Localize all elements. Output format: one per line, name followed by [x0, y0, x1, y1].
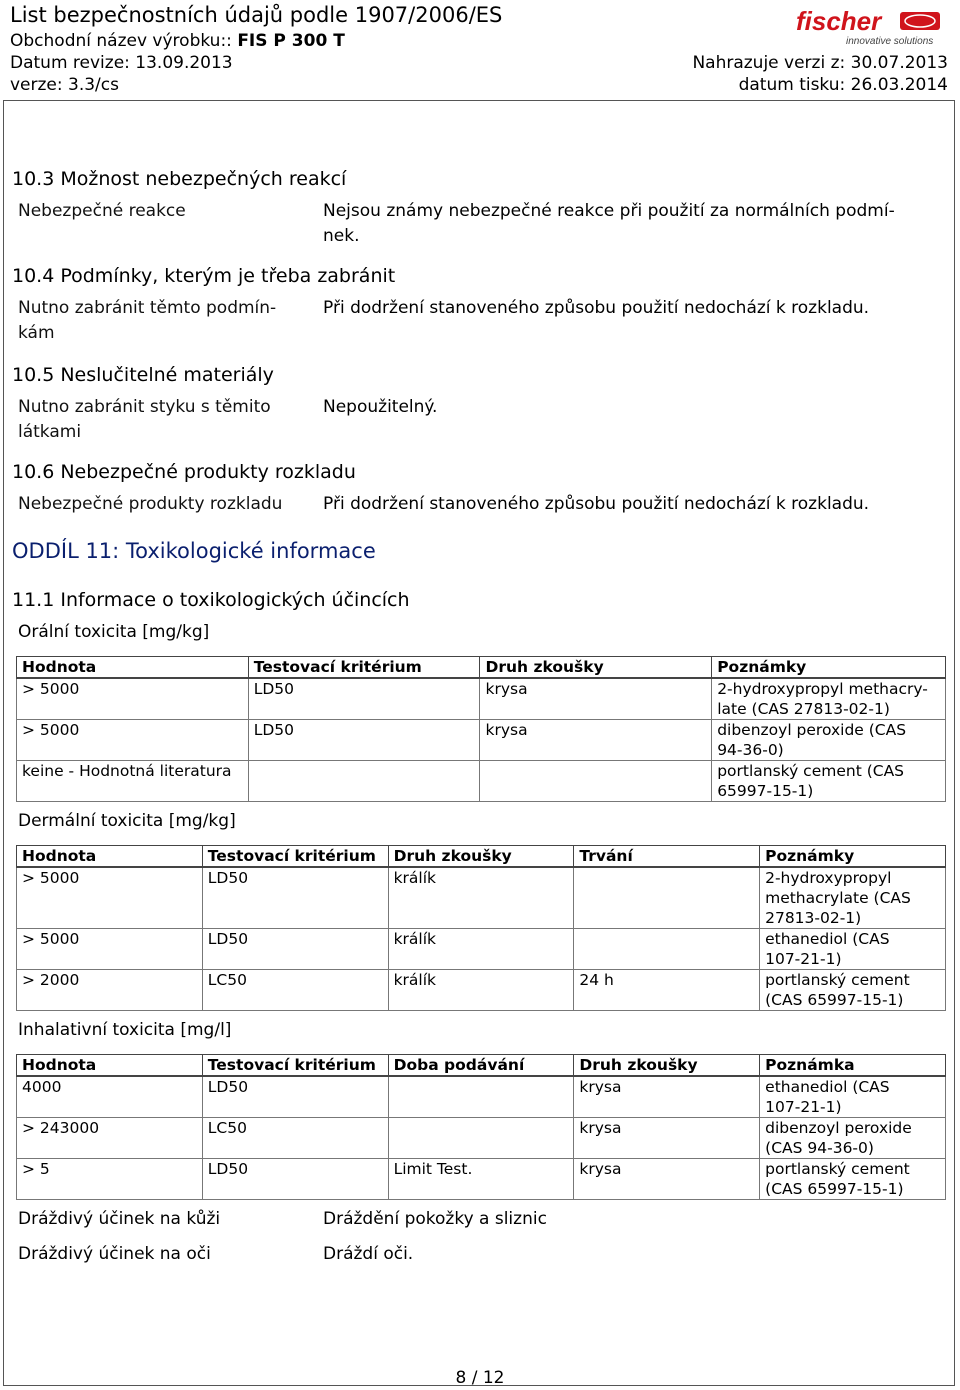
eye-irritation-label: Dráždivý účinek na oči — [18, 1244, 211, 1264]
oral-toxicity-label: Orální toxicita [mg/kg] — [18, 622, 210, 642]
dermal-toxicity-table — [16, 845, 946, 1011]
document-title: List bezpečnostních údajů podle 1907/2006/ES — [10, 3, 503, 27]
cell-line: ethanediol (CAS — [765, 930, 890, 948]
section-10-3-heading: 10.3 Možnost nebezpečných reakcí — [12, 168, 347, 190]
cell: krysa — [574, 1159, 760, 1200]
skin-irritation-value: Dráždění pokožky a sliznic — [323, 1209, 547, 1229]
logo-tagline: innovative solutions — [846, 36, 934, 47]
table-header-row — [17, 846, 946, 868]
cell-line: 2-hydroxypropyl — [765, 869, 892, 887]
incompatible-label-2: látkami — [18, 422, 82, 442]
col-header: Doba podávání — [388, 1055, 574, 1077]
cell: LD50 — [202, 929, 388, 970]
section-11-heading: ODDÍL 11: Toxikologické informace — [12, 539, 376, 563]
revision-date: Datum revize: 13.09.2013 — [10, 53, 233, 73]
cell — [388, 1076, 574, 1118]
incompatible-value: Nepoužitelný. — [323, 397, 438, 417]
cell-line: dibenzoyl peroxide (CAS — [717, 721, 907, 739]
conditions-label-2: kám — [18, 323, 55, 343]
hazardous-reactions-label: Nebezpečné reakce — [18, 201, 186, 221]
oral-toxicity-table — [16, 656, 946, 802]
table-header-row — [17, 657, 946, 679]
cell — [712, 761, 946, 802]
section-11-1-heading: 11.1 Informace o toxikologických účincích — [12, 589, 410, 611]
product-line — [10, 30, 345, 52]
cell: > 243000 — [17, 1118, 203, 1159]
cell: LD50 — [202, 1076, 388, 1118]
cell: králík — [388, 929, 574, 970]
cell: > 2000 — [17, 970, 203, 1011]
section-10-5-heading: 10.5 Neslučitelné materiály — [12, 364, 274, 386]
supersedes-date: Nahrazuje verzi z: 30.07.2013 — [692, 53, 948, 73]
decomposition-value: Při dodržení stanoveného způsobu použití nedochází k rozkladu. — [323, 494, 870, 514]
cell — [480, 761, 712, 802]
cell-line: (CAS 65997-15-1) — [765, 991, 904, 1009]
decomposition-label: Nebezpečné produkty rozkladu — [18, 494, 283, 514]
col-header: Hodnota — [17, 1055, 203, 1077]
col-header: Hodnota — [17, 657, 249, 679]
section-10-4-heading: 10.4 Podmínky, kterým je třeba zabránit — [12, 265, 396, 287]
cell: 4000 — [17, 1076, 203, 1118]
dermal-toxicity-label: Dermální toxicita [mg/kg] — [18, 811, 236, 831]
col-header: Hodnota — [17, 846, 203, 868]
version: verze: 3.3/cs — [10, 75, 119, 95]
col-header: Druh zkoušky — [480, 657, 712, 679]
eye-irritation-value: Dráždí oči. — [323, 1244, 414, 1264]
cell-line: portlanský cement — [765, 971, 910, 989]
section-10-6-heading: 10.6 Nebezpečné produkty rozkladu — [12, 461, 356, 483]
cell-line: portlanský cement — [765, 1160, 910, 1178]
cell: LD50 — [202, 867, 388, 929]
cell — [574, 929, 760, 970]
cell-line: (CAS 65997-15-1) — [765, 1180, 904, 1198]
conditions-value: Při dodržení stanoveného způsobu použití nedochází k rozkladu. — [323, 298, 870, 318]
col-header: Trvání — [574, 846, 760, 868]
conditions-label-1: Nutno zabránit těmto podmín- — [18, 298, 277, 318]
table-row — [17, 720, 946, 761]
cell: LC50 — [202, 1118, 388, 1159]
cell: > 5000 — [17, 720, 249, 761]
cell — [712, 678, 946, 720]
cell: > 5000 — [17, 867, 203, 929]
cell: > 5000 — [17, 678, 249, 720]
cell-line: 65997-15-1) — [717, 782, 814, 800]
cell: Limit Test. — [388, 1159, 574, 1200]
skin-irritation-label: Dráždivý účinek na kůži — [18, 1209, 221, 1229]
cell — [760, 1159, 946, 1200]
cell-line: 94-36-0) — [717, 741, 784, 759]
cell-line: late (CAS 27813-02-1) — [717, 700, 890, 718]
col-header: Poznámka — [760, 1055, 946, 1077]
col-header: Testovací kritérium — [202, 846, 388, 868]
cell — [248, 761, 480, 802]
col-header: Poznámky — [712, 657, 946, 679]
cell: králík — [388, 867, 574, 929]
cell: krysa — [574, 1118, 760, 1159]
col-header: Testovací kritérium — [248, 657, 480, 679]
table-header-row — [17, 1055, 946, 1077]
table-row — [17, 1118, 946, 1159]
cell: LD50 — [248, 720, 480, 761]
cell — [760, 1118, 946, 1159]
col-header: Druh zkoušky — [388, 846, 574, 868]
cell — [760, 1076, 946, 1118]
cell-line: 107-21-1) — [765, 950, 842, 968]
cell: krysa — [574, 1076, 760, 1118]
col-header: Poznámky — [760, 846, 946, 868]
table-row — [17, 1076, 946, 1118]
cell: LD50 — [248, 678, 480, 720]
col-header: Druh zkoušky — [574, 1055, 760, 1077]
table-row — [17, 761, 946, 802]
cell-line: methacrylate (CAS — [765, 889, 911, 907]
cell: krysa — [480, 678, 712, 720]
cell: keine - Hodnotná literatura — [17, 761, 249, 802]
cell-line: 107-21-1) — [765, 1098, 842, 1116]
hazardous-reactions-value-2: nek. — [323, 226, 360, 246]
product-name: FIS P 300 T — [237, 31, 345, 51]
inhalation-toxicity-table — [16, 1054, 946, 1200]
table-row — [17, 867, 946, 929]
hazardous-reactions-value-1: Nejsou známy nebezpečné reakce při použití za normálních podmí- — [323, 201, 895, 221]
incompatible-label-1: Nutno zabránit styku s těmito — [18, 397, 271, 417]
cell: krysa — [480, 720, 712, 761]
cell — [760, 929, 946, 970]
cell — [388, 1118, 574, 1159]
fischer-logo — [796, 6, 946, 48]
cell: LD50 — [202, 1159, 388, 1200]
inhalation-toxicity-label: Inhalativní toxicita [mg/l] — [18, 1020, 232, 1040]
cell-line: portlanský cement (CAS — [717, 762, 905, 780]
col-header: Testovací kritérium — [202, 1055, 388, 1077]
cell: > 5 — [17, 1159, 203, 1200]
cell-line: 2-hydroxypropyl methacry- — [717, 680, 928, 698]
cell: LC50 — [202, 970, 388, 1011]
cell-line: (CAS 94-36-0) — [765, 1139, 874, 1157]
cell-line: ethanediol (CAS — [765, 1078, 890, 1096]
cell-line: 27813-02-1) — [765, 909, 862, 927]
cell — [760, 867, 946, 929]
table-row — [17, 970, 946, 1011]
table-row — [17, 929, 946, 970]
print-date: datum tisku: 26.03.2014 — [738, 75, 948, 95]
cell: králík — [388, 970, 574, 1011]
cell: 24 h — [574, 970, 760, 1011]
logo-text: fischer — [796, 6, 882, 36]
cell-line: dibenzoyl peroxide — [765, 1119, 912, 1137]
page-number: 8 / 12 — [455, 1368, 505, 1388]
table-row — [17, 1159, 946, 1200]
cell: > 5000 — [17, 929, 203, 970]
product-label: Obchodní název výrobku:: — [10, 31, 232, 51]
table-row — [17, 678, 946, 720]
cell — [574, 867, 760, 929]
cell — [712, 720, 946, 761]
cell — [760, 970, 946, 1011]
